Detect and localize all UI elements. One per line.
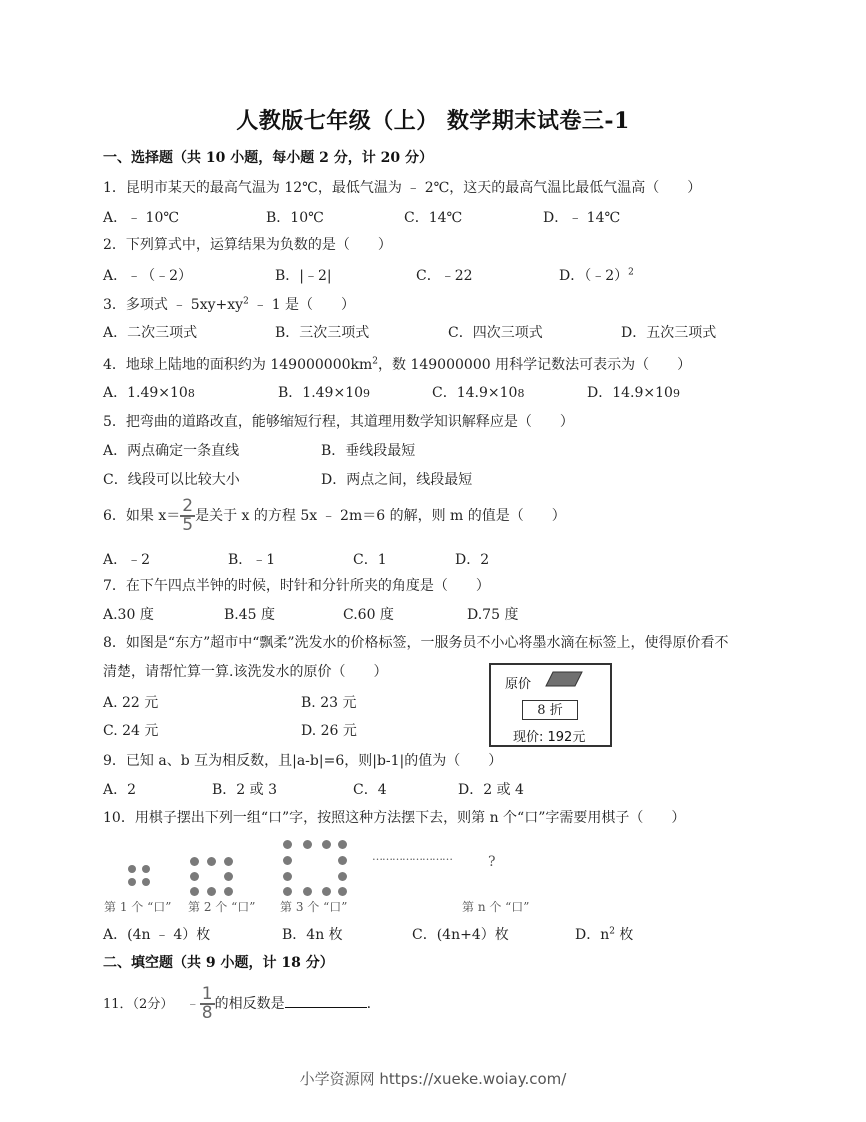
- q4-option-c: C．14.9×108: [432, 385, 525, 401]
- q1-option-a: A．﹣ 10℃: [103, 210, 180, 226]
- question-7-stem: 7．在下午四点半钟的时候，时针和分针所夹的角度是（ ）: [103, 578, 490, 594]
- q9-option-a: A．2: [103, 782, 137, 798]
- question-8-stem-line1: 8．如图是“东方”超市中“飘柔”洗发水的价格标签，一服务员不小心将墨水滴在标签上，使得原价看不: [103, 635, 729, 651]
- q9-option-d: D．2 或 4: [458, 782, 524, 798]
- q5-option-a: A．两点确定一条直线: [103, 443, 240, 459]
- question-4-stem: 4．地球上陆地的面积约为 $149000000km^2$，数 149000000 用科学记数法可表示为（ ）: [103, 356, 692, 373]
- section-heading-fill-blank: 二、填空题（共 9 小题，计 18 分）: [103, 955, 334, 971]
- q2-option-d: D．（﹣2）$^2$: [559, 267, 634, 284]
- q6-option-a: A．﹣2: [103, 552, 151, 568]
- current-price-label: 现价: 192元: [513, 730, 586, 745]
- q8-option-b: B. 23 元: [301, 695, 357, 711]
- section-heading-choice: 一、选择题（共 10 小题，每小题 2 分，计 20 分）: [103, 150, 433, 166]
- q10-option-d: D．$n^2$ 枚: [575, 926, 634, 943]
- ink-blot-icon: [545, 671, 583, 687]
- q8-option-d: D. 26 元: [301, 723, 357, 739]
- footer-watermark: 小学资源网 https://xueke.woiay.com/: [299, 1070, 567, 1088]
- caption-pattern-1: 第 1 个 “口”: [104, 900, 172, 914]
- q7-option-d: D.75 度: [467, 607, 519, 623]
- caption-pattern-2: 第 2 个 “口”: [188, 900, 256, 914]
- chess-piece-pattern-figure: [100, 832, 560, 917]
- q8-option-a: A. 22 元: [103, 695, 159, 711]
- q6-option-c: C．1: [353, 552, 387, 568]
- q6-option-d: D．2: [455, 552, 490, 568]
- q2-option-a: A．﹣（﹣2）: [103, 268, 193, 284]
- question-9-stem: 9．已知 a、b 互为相反数，且|a-b|=6，则|b-1|的值为（ ）: [103, 753, 503, 769]
- q4-option-a: A．1.49×108: [103, 385, 195, 401]
- caption-pattern-n: 第 n 个 “口”: [462, 900, 530, 914]
- q3-option-b: B．三次三项式: [275, 325, 370, 341]
- discount-label: 8 折: [522, 700, 578, 720]
- q9-option-b: B．2 或 3: [212, 782, 278, 798]
- q5-option-b: B．垂线段最短: [321, 443, 416, 459]
- q7-option-a: A.30 度: [103, 607, 154, 623]
- question-8-stem-line2: 清楚，请帮忙算一算.该洗发水的原价（ ）: [103, 664, 388, 680]
- q10-option-a: A．(4n ﹣ 4）枚: [103, 927, 211, 943]
- page-title: 人教版七年级（上） 数学期末试卷三-1: [236, 108, 630, 134]
- ellipsis: ……………………: [372, 850, 452, 863]
- q4-option-b: B．1.49×109: [278, 385, 371, 401]
- question-5-stem: 5．把弯曲的道路改直，能够缩短行程，其道理用数学知识解释应是（ ）: [103, 414, 574, 430]
- question-6-stem: 6．如果 x＝ $\frac{2}{5}$ 是关于 x 的方程 5x ﹣ 2m＝6 的解，则 m 的值是（ ）: [103, 496, 566, 535]
- q2-option-b: B．|﹣2|: [275, 268, 332, 284]
- q2-option-c: C．﹣22: [416, 268, 473, 284]
- q10-option-b: B．4n 枚: [282, 927, 343, 943]
- q1-option-b: B．10℃: [266, 210, 324, 226]
- q10-option-c: C．(4n+4）枚: [412, 927, 509, 943]
- question-11-stem: 11．（2分） ﹣ $\frac{1}{8}$ 的相反数是 .: [103, 984, 372, 1023]
- question-mark: ?: [488, 854, 496, 870]
- q9-option-c: C．4: [353, 782, 387, 798]
- q3-option-a: A．二次三项式: [103, 325, 198, 341]
- q3-option-d: D．五次三项式: [621, 325, 717, 341]
- price-tag-figure: [489, 663, 612, 747]
- q1-option-d: D．﹣ 14℃: [543, 210, 621, 226]
- caption-pattern-3: 第 3 个 “口”: [280, 900, 348, 914]
- q4-option-d: D．14.9×109: [587, 385, 680, 401]
- question-2-stem: 2．下列算式中，运算结果为负数的是（ ）: [103, 237, 392, 253]
- q3-option-c: C．四次三项式: [448, 325, 543, 341]
- answer-blank[interactable]: [285, 993, 367, 1008]
- q5-option-d: D．两点之间，线段最短: [321, 472, 473, 488]
- fraction-one-eighth: $\frac{1}{8}$: [201, 984, 213, 1023]
- q1-option-c: C．14℃: [404, 210, 463, 226]
- question-1-stem: 1．昆明市某天的最高气温为 12℃，最低气温为 ﹣ 2℃，这天的最高气温比最低气温高（ ）: [103, 180, 702, 196]
- q7-option-c: C.60 度: [343, 607, 394, 623]
- fraction-two-fifths: $\frac{2}{5}$: [182, 496, 194, 535]
- q5-option-c: C．线段可以比较大小: [103, 472, 240, 488]
- original-price-label: 原价: [505, 677, 532, 692]
- question-3-stem: 3．多项式 ﹣ $5xy+xy^2$ ﹣ 1 是（ ）: [103, 296, 356, 313]
- q6-option-b: B．﹣1: [228, 552, 276, 568]
- q7-option-b: B.45 度: [224, 607, 276, 623]
- q8-option-c: C. 24 元: [103, 723, 159, 739]
- question-10-stem: 10．用棋子摆出下列一组“口”字，按照这种方法摆下去，则第 n 个“口”字需要用棋子（ ）: [103, 810, 686, 826]
